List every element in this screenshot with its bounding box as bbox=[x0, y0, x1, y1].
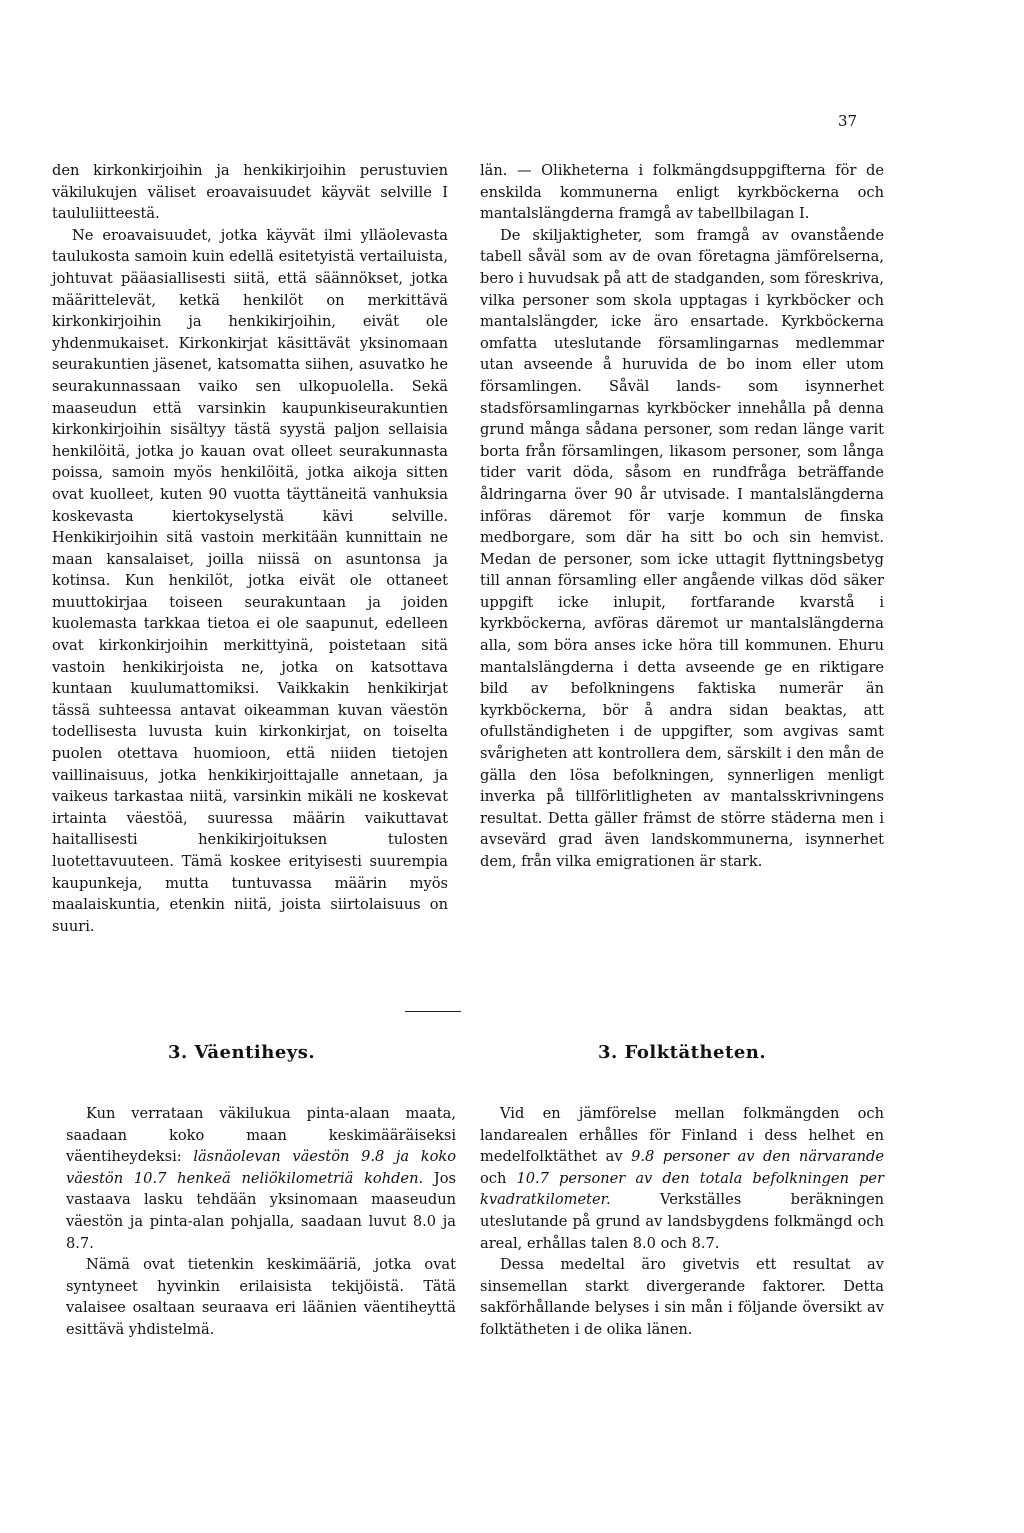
swedish-density-text-e: Verkställes beräkningen uteslutande på grund av landsbygdens folkmängd och areal, erhållas talen 8.0 och 8.7. bbox=[480, 1191, 884, 1252]
finnish-column-bottom bbox=[66, 1103, 456, 1341]
finnish-paragraph-2: Ne eroavaisuudet, jotka käyvät ilmi ylläolevasta taulukosta samoin kuin edellä esitetyistä vertailuista, johtuvat pääasiallisesti siitä, että säännökset, jotka määrittelevät, ketkä henkilöt on merkittävä kirkonkirjoihin ja henkikirjoihin, eivät ole yhdenmukaiset. Kirkonkirjat käsittävät yksinomaan seurakuntien jäsenet, katsomatta siihen, asuvatko he seurakunnassaan vaiko sen ulkopuolella. Sekä maaseudun että varsinkin kaupunkiseurakuntien kirkonkirjoihin sisältyy tästä syystä paljon sellaisia henkilöitä, jotka jo kauan ovat olleet seurakunnasta poissa, samoin myös henkilöitä, jotka aikoja sitten ovat kuolleet, kuten 90 vuotta täyttäneitä vanhuksia koskevasta kiertokyselystä kävi selville. Henkikirjoihin sitä vastoin merkitään kunnittain ne maan kansalaiset, joilla niissä on asuntonsa ja kotinsa. Kun henkilöt, jotka eivät ole ottaneet muuttokirjaa toiseen seurakuntaan ja joiden kuolemasta tarkkaa tietoa ei ole saapunut, edelleen ovat kirkonkirjoihin merkittyinä, poistetaan sitä vastoin henkikirjoista ne, jotka on katsottava kuntaan kuulumattomiksi. Vaikkakin henkikirjat tässä suhteessa antavat oikeamman kuvan väestön todellisesta luvusta kuin kirkonkirjat, on toiselta puolen otettava huomioon, että niiden tietojen vaillinaisuus, jotka henkikirjoittajalle annetaan, ja vaikeus tarkastaa niitä, varsinkin mikäli ne koskevat irtainta väestöä, suuressa määrin vaikuttavat haitallisesti henkikirjoituksen tulosten luotettavuuteen. Tämä koskee erityisesti suurempia kaupunkeja, mutta tuntuvassa määrin myös maalaiskuntia, etenkin niitä, joista siirtolaisuus on suuri. bbox=[52, 226, 448, 935]
section-separator bbox=[405, 1011, 461, 1012]
swedish-density-text-a: Vid en jämförelse mellan folkmängden och landarealen erhålles för Finland i dess helhet en medelfolktäthet av bbox=[480, 1105, 884, 1166]
swedish-column-bottom bbox=[480, 1103, 884, 1341]
swedish-density-emphasis-2: 10.7 personer av den totala befolkningen per kvadratkilometer. bbox=[480, 1169, 884, 1209]
swedish-density-paragraph bbox=[480, 1103, 884, 1254]
finnish-density-emphasis: läsnäolevan väestön 9.8 ja koko väestön 10.7 henkeä neliökilometriä kohden. bbox=[66, 1148, 456, 1187]
swedish-summary-paragraph: Dessa medeltal äro givetvis ett resultat av sinsemellan starkt divergerande faktorer. Detta sakförhållande belyses i sin mån i följande översikt av folktätheten i de olika länen. bbox=[480, 1256, 884, 1338]
finnish-section-heading: 3. Väentiheys. bbox=[168, 1042, 316, 1063]
swedish-paragraph-2: De skiljaktigheter, som framgå av ovanstående tabell såväl som av de ovan företagna jämförelserna, bero i huvudsak på att de stadganden, som föreskriva, vilka personer som skola upptagas i kyrkböcker och mantalslängder, icke äro ensartade. Kyrkböckerna omfatta uteslutande församlingarnas medlemmar utan avseende å huruvida de bo inom eller utom församlingen. Såväl lands- som isynnerhet stadsförsamlingarnas kyrkböcker innehålla på denna grund många sådana personer, som redan länge varit borta från församlingen, likasom personer, som långa tider varit döda, såsom en rundfråga beträffande åldringarna över 90 år utvisade. I mantalslängderna införas däremot för varje kommun de finska medborgare, som där ha sitt bo och sin hemvist. Medan de personer, som icke uttagit flyttningsbetyg till annan församling eller angående vilkas död säker uppgift icke inlupit, fortfarande kvarstå i kyrkböckerna, avföras däremot ur mantalslängderna alla, som böra anses icke höra till kommunen. Ehuru mantalslängderna i detta avseende ge en riktigare bild av befolkningens faktiska numerär än kyrkböckerna, bör å andra sidan beaktas, att ofullständigheten i de uppgifter, som avgivas samt svårigheten att kontrollera dem, särskilt i den mån de gälla den lösa befolkningen, synnerligen menligt inverka på tillförlitligheten av mantalsskrivningens resultat. Detta gäller främst de större städerna men i avsevärd grad även landskommunerna, isynnerhet dem, från vilka emigrationen är stark. bbox=[480, 226, 884, 870]
finnish-density-paragraph bbox=[66, 1103, 456, 1254]
finnish-density-text-c: Jos vastaava lasku tehdään yksinomaan maaseudun väestön ja pinta-alan pohjalla, saadaan luvut 8.0 ja 8.7. bbox=[66, 1169, 457, 1252]
swedish-column-top bbox=[480, 160, 884, 873]
finnish-paragraph-1: den kirkonkirjoihin ja henkikirjoihin perustuvien väkilukujen väliset eroavaisuudet käyvät selville I taululiitteestä. bbox=[52, 162, 448, 223]
finnish-density-text-a: Kun verrataan väkilukua pinta-alaan maata, saadaan koko maan keskimääräiseksi väentiheydeksi: bbox=[66, 1105, 456, 1166]
swedish-density-text-c: och bbox=[480, 1169, 517, 1187]
finnish-column-top bbox=[52, 160, 448, 937]
page-number: 37 bbox=[838, 112, 858, 130]
finnish-summary-paragraph: Nämä ovat tietenkin keskimääriä, jotka ovat syntyneet hyvinkin erilaisista tekijöistä. Tätä valaisee osaltaan seuraava eri läänien väentiheyttä esittävä yhdistelmä. bbox=[66, 1256, 456, 1338]
swedish-section-heading: 3. Folktätheten. bbox=[598, 1042, 767, 1063]
swedish-paragraph-1: län. — Olikheterna i folkmängdsuppgifterna för de enskilda kommunerna enligt kyrkböckerna och mantalslängderna framgå av tabellbilagan I. bbox=[480, 162, 884, 223]
swedish-density-emphasis-1: 9.8 personer av den närvarande bbox=[631, 1148, 885, 1166]
